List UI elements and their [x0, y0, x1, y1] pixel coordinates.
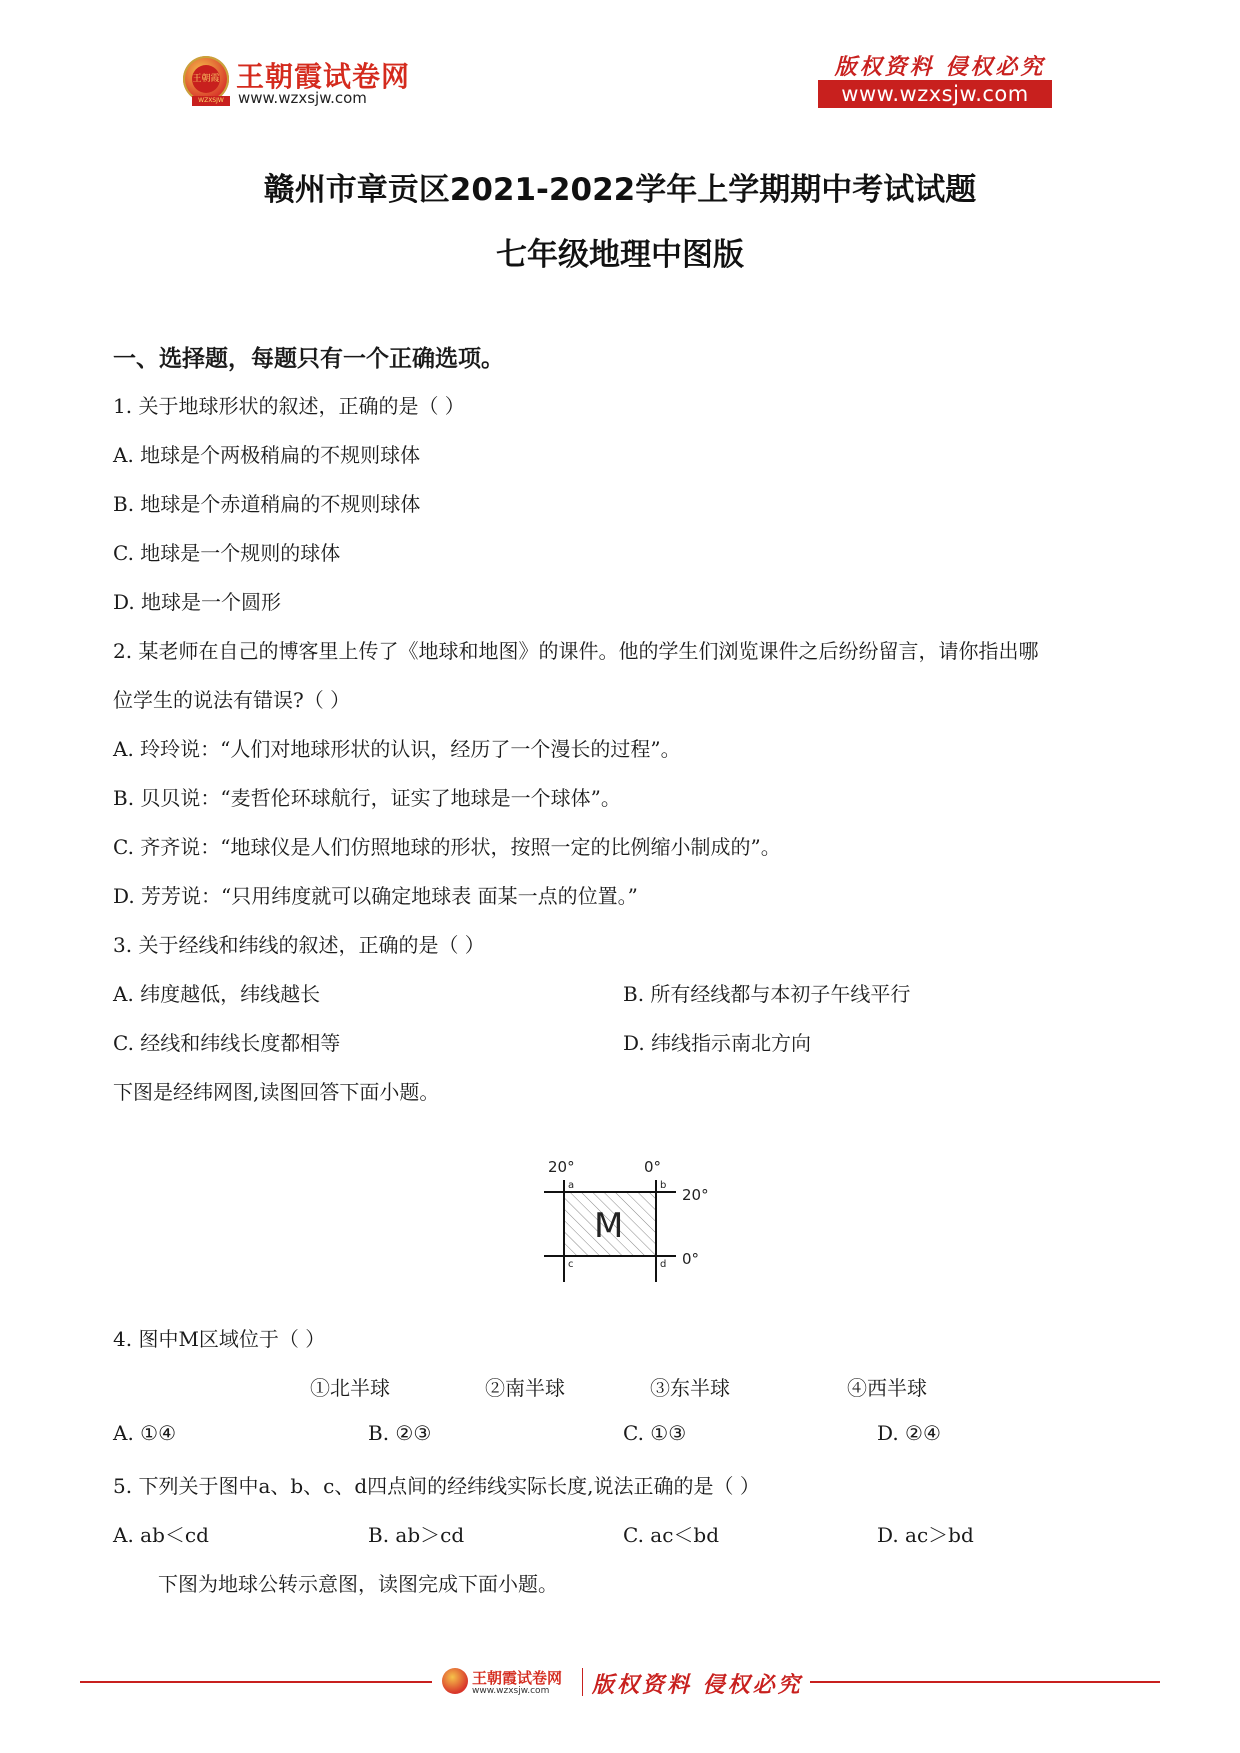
q4-option-d: D. ②④	[877, 1421, 941, 1445]
lat-label-top: 20°	[682, 1186, 709, 1204]
q2-option-b: B. 贝贝说：“麦哲伦环球航行，证实了地球是一个球体”。	[113, 786, 621, 810]
q4-option-a: A. ①④	[113, 1421, 177, 1445]
copyright-notice: 版权资料 侵权必究	[834, 54, 1046, 80]
q1-option-b: B. 地球是个赤道稍扁的不规则球体	[113, 492, 421, 516]
q3-option-d: D. 纬线指示南北方向	[623, 1031, 812, 1055]
q2-stem-line1: 2. 某老师在自己的博客里上传了《地球和地图》的课件。他的学生们浏览课件之后纷纷留言，请你指出哪	[113, 639, 1039, 663]
footer-rule-left	[80, 1681, 432, 1683]
logo-badge-text: 王朝霞	[192, 65, 220, 93]
point-d-label: d	[660, 1259, 667, 1270]
q5-option-a: A. ab＜cd	[113, 1523, 209, 1547]
figure-intro: 下图是经纬网图,读图回答下面小题。	[113, 1080, 440, 1104]
q4-stem: 4. 图中M区域位于（ ）	[113, 1327, 326, 1351]
url-banner[interactable]: www.wzxsjw.com	[818, 80, 1052, 108]
footer-divider	[582, 1668, 583, 1696]
footer-logo-icon	[442, 1668, 468, 1694]
q5-option-d: D. ac＞bd	[877, 1523, 974, 1547]
q1-stem: 1. 关于地球形状的叙述，正确的是（ ）	[113, 394, 465, 418]
q4-choice-3: ③东半球	[650, 1376, 730, 1400]
lon-label-right: 0°	[644, 1158, 662, 1176]
exam-subtitle: 七年级地理中图版	[496, 237, 744, 273]
q3-option-b: B. 所有经线都与本初子午线平行	[623, 982, 911, 1006]
q4-choice-4: ④西半球	[847, 1376, 927, 1400]
q4-choice-2: ②南半球	[485, 1376, 565, 1400]
q4-option-c: C. ①③	[623, 1421, 687, 1445]
lon-label-left: 20°	[548, 1158, 575, 1176]
q1-option-c: C. 地球是一个规则的球体	[113, 541, 341, 565]
footer-site-name: 王朝霞试卷网	[472, 1669, 563, 1687]
graticule-figure	[540, 1140, 730, 1290]
lat-label-bottom: 0°	[682, 1250, 700, 1268]
figure2-intro: 下图为地球公转示意图，读图完成下面小题。	[158, 1572, 558, 1596]
q5-stem: 5. 下列关于图中a、b、c、d四点间的经纬线实际长度,说法正确的是（ ）	[113, 1474, 760, 1498]
q2-option-a: A. 玲玲说：“人们对地球形状的认识，经历了一个漫长的过程”。	[113, 737, 681, 761]
region-label: M	[594, 1206, 624, 1246]
q3-option-a: A. 纬度越低，纬线越长	[113, 982, 321, 1006]
point-a-label: a	[568, 1180, 575, 1191]
q5-option-b: B. ab＞cd	[368, 1523, 465, 1547]
footer-copyright: 版权资料 侵权必究	[592, 1672, 803, 1698]
q2-option-d: D. 芳芳说：“只用纬度就可以确定地球表 面某一点的位置。”	[113, 884, 638, 908]
q2-stem-line2: 位学生的说法有错误?（ ）	[113, 688, 351, 712]
point-b-label: b	[660, 1180, 667, 1191]
site-name: 王朝霞试卷网	[236, 60, 411, 93]
q4-choice-1: ①北半球	[310, 1376, 390, 1400]
logo-ribbon: WZXSJW	[192, 96, 230, 106]
q4-option-b: B. ②③	[368, 1421, 432, 1445]
footer-site-url[interactable]: www.wzxsjw.com	[472, 1686, 550, 1696]
exam-title: 赣州市章贡区2021-2022学年上学期期中考试试题	[263, 172, 977, 208]
footer-rule-right	[810, 1681, 1160, 1683]
site-url[interactable]: www.wzxsjw.com	[238, 89, 367, 107]
q2-option-c: C. 齐齐说：“地球仪是人们仿照地球的形状，按照一定的比例缩小制成的”。	[113, 835, 781, 859]
q3-option-c: C. 经线和纬线长度都相等	[113, 1031, 341, 1055]
q1-option-d: D. 地球是一个圆形	[113, 590, 282, 614]
section-heading: 一、选择题，每题只有一个正确选项。	[113, 346, 504, 372]
q3-stem: 3. 关于经线和纬线的叙述，正确的是（ ）	[113, 933, 485, 957]
point-c-label: c	[568, 1259, 574, 1270]
q5-option-c: C. ac＜bd	[623, 1523, 720, 1547]
q1-option-a: A. 地球是个两极稍扁的不规则球体	[113, 443, 421, 467]
